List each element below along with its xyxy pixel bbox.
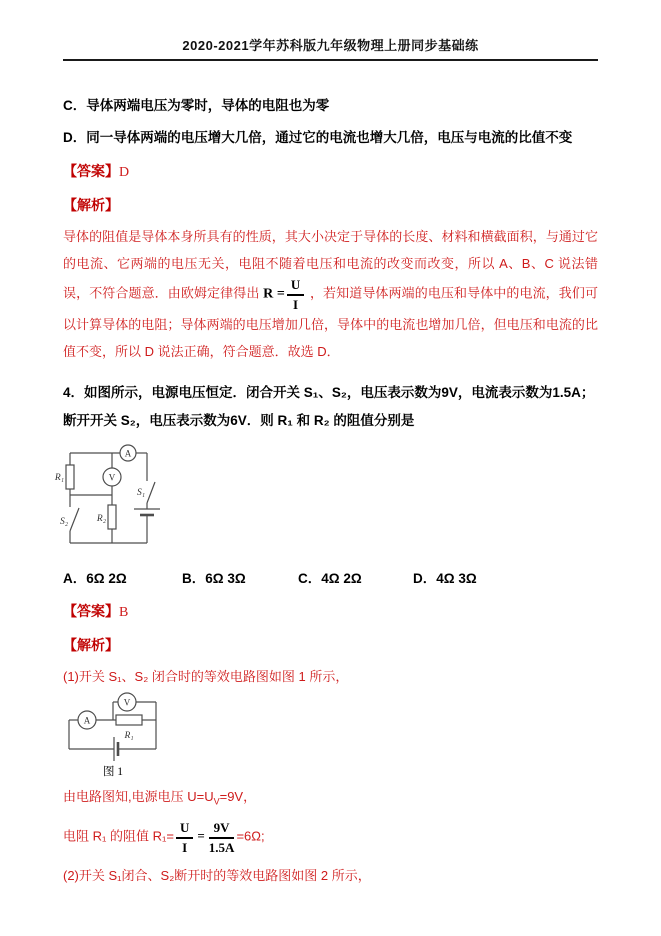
q4-options-row	[63, 567, 598, 587]
fraction-numerator: U	[176, 820, 193, 839]
fraction-numerator: 9V	[209, 820, 235, 839]
analysis-tag: 【解析】	[63, 197, 119, 213]
analysis-tag: 【解析】	[63, 637, 119, 654]
q3-option-c: C．导体两端电压为零时，导体的电阻也为零	[63, 98, 330, 113]
resistor-r2-box	[108, 505, 116, 529]
q3-analysis-text-1: 导体的阻值是导体本身所具有的性质，其大小决定于导体的长度、材料和横截面积，与通过它的电流、它两端的电压无关，电阻不随着电压和电流的改变而改变，所以 A、B、C 说法错误，不符合题意．由欧姆定律得出	[63, 229, 598, 301]
q3-analysis-paragraph	[63, 223, 598, 365]
q3-option-d: D．同一导体两端的电压增大几倍，通过它的电流也增大几倍，电压与电流的比值不变	[63, 130, 573, 145]
resistor-r1-label: R₁	[54, 473, 64, 484]
ammeter-label: A	[124, 448, 132, 459]
voltage-text-1: 由电路图知,电源电压 U=U	[63, 789, 214, 805]
page-header-title: 2020-2021学年苏科版九年级物理上册同步基础练	[182, 38, 479, 53]
q4-circuit-figure	[50, 439, 598, 557]
fraction-denominator: I	[182, 839, 188, 855]
voltage-text-2: =9V，	[219, 789, 257, 805]
fraction-numerator: U	[287, 277, 304, 296]
q3-answer-row	[63, 162, 598, 182]
header-divider	[63, 59, 598, 61]
switch-s1-blade	[147, 482, 155, 503]
switch-s1-label: S₁	[136, 488, 145, 499]
q4-analysis-row	[63, 636, 598, 655]
resistance-text-1: 电阻 R₁ 的阻值 R₁=	[63, 828, 174, 844]
q4-option-d: D．4Ω 3Ω	[413, 571, 477, 587]
q4-answer-value: B	[119, 605, 129, 621]
equals-sign: =	[197, 828, 205, 844]
q3-analysis-text-2: ，若知道导体两端的电压和导体中的电流，我们可以计算导体的电阻；导体两端的电压增加几倍，导体中的电流也增加几倍，但电压和电流的比值不变，所以 D 说法正确，符合题意．故选 D．	[63, 285, 598, 360]
resistor-r2-label: R₂	[96, 514, 106, 525]
resistor-r1-box	[116, 715, 142, 725]
circuit-diagram-fig1	[61, 689, 175, 781]
resistance-fraction-values	[209, 820, 235, 854]
switch-s2-blade	[70, 508, 79, 531]
ohms-law-formula-lhs: R =	[263, 286, 285, 302]
answer-tag: 【答案】	[63, 603, 119, 620]
figure1-caption: 图 1	[102, 766, 124, 779]
voltage-subscript: V	[213, 796, 220, 807]
q4-option-b: B．6Ω 3Ω	[182, 571, 246, 587]
resistance-fraction-ui	[176, 820, 193, 854]
voltmeter-label: V	[123, 697, 131, 708]
q4-analysis-resistance-line	[63, 820, 598, 854]
q4-option-a: A．6Ω 2Ω	[63, 571, 127, 587]
ammeter-label: A	[83, 715, 91, 726]
q4-analysis-step1: (1)开关 S₁、S₂ 闭合时的等效电路图如图 1 所示，	[63, 669, 349, 685]
q4-equivalent-circuit-figure1	[61, 689, 598, 781]
voltmeter-label: V	[108, 472, 116, 483]
answer-tag: 【答案】	[63, 163, 119, 179]
q4-option-c: C．4Ω 2Ω	[298, 571, 362, 587]
resistor-r1-label: R₁	[124, 731, 134, 742]
circuit-diagram-q4	[50, 439, 174, 557]
fraction-denominator: 1.5A	[208, 839, 235, 855]
q4-answer-row	[63, 602, 598, 622]
switch-s2-label: S₂	[59, 517, 68, 528]
resistor-r1-box	[66, 465, 74, 489]
q4-analysis-voltage-line	[63, 787, 598, 812]
resistance-text-2: =6Ω;	[236, 828, 265, 844]
q4-analysis-step2: (2)开关 S₁闭合、S₂断开时的等效电路图如图 2 所示，	[63, 868, 371, 884]
fraction-denominator: I	[293, 296, 299, 312]
q3-analysis-row	[63, 196, 598, 215]
q3-answer-value: D	[119, 165, 130, 180]
ohms-law-fraction	[287, 277, 304, 311]
q4-stem: 4．如图所示，电源电压恒定．闭合开关 S₁、S₂，电压表示数为9V，电流表示数为1.5A；断开开关 S₂，电压表示数为6V．则 R₁ 和 R₂ 的阻值分别是	[63, 385, 595, 429]
